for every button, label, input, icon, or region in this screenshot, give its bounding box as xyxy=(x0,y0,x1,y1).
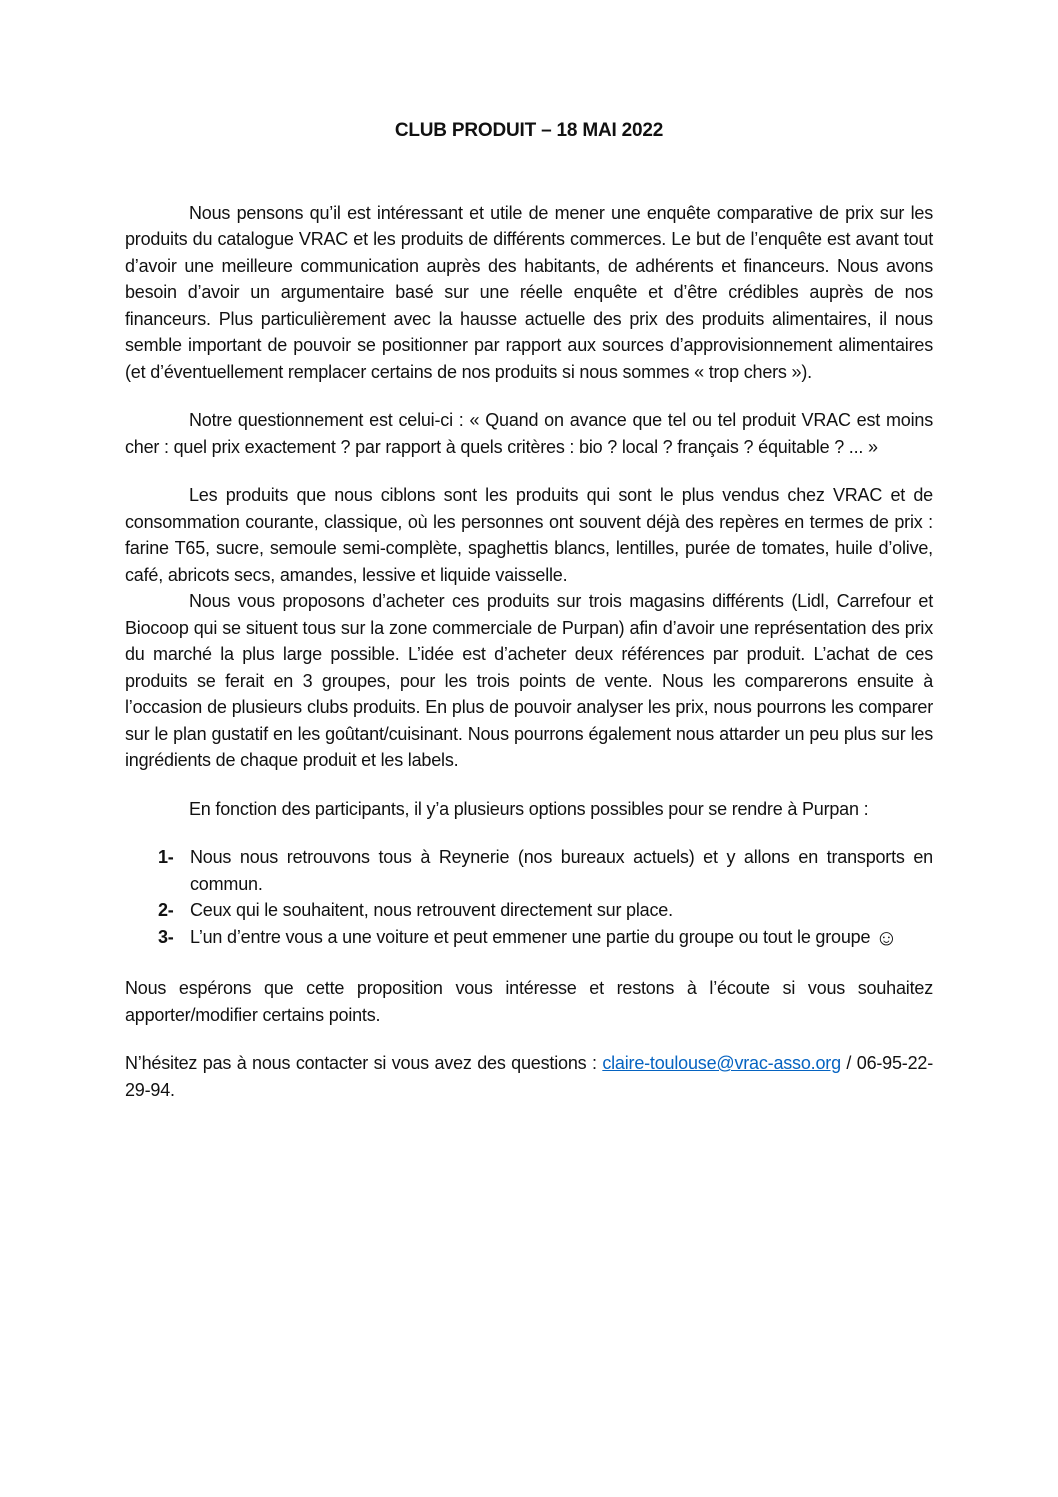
list-item-sur-place xyxy=(125,897,933,924)
list-item-transports xyxy=(125,844,933,897)
list-item-text: Nous nous retrouvons tous à Reynerie (nos bureaux actuels) et y allons en transports en commun. xyxy=(190,847,933,894)
list-marker: 3- xyxy=(158,926,174,947)
document-title: CLUB PRODUIT – 18 MAI 2022 xyxy=(394,120,664,141)
paragraph-options-intro: En fonction des participants, il y’a plusieurs options possibles pour se rendre à Purpan : xyxy=(189,798,869,819)
paragraph-esperons: Nous espérons que cette proposition vous intéresse et restons à l’écoute si vous souhaitez apporter/modifier certains points. xyxy=(125,978,933,1025)
list-item-text-content: L’un d’entre vous a une voiture et peut emmener une partie du groupe ou tout le groupe xyxy=(190,926,876,947)
email-link[interactable]: claire-toulouse@vrac-asso.org xyxy=(602,1053,841,1073)
options-list xyxy=(125,844,933,950)
smiley-icon: ☺ xyxy=(875,924,898,950)
list-item-text xyxy=(190,924,933,951)
paragraph-produits: Les produits que nous ciblons sont les produits qui sont le plus vendus chez VRAC et de consommation courante, classique, où les personnes ont souvent déjà des repères en termes de prix : farine T65, sucre, semoule semi-complète, spaghettis blancs, lentilles, purée de tomates, huile d’olive, café, abricots secs, amandes, lessive et liquide vaisselle. xyxy=(125,485,933,585)
paragraph-intro: Nous pensons qu’il est intéressant et utile de mener une enquête comparative de prix sur les produits du catalogue VRAC et les produits de différents commerces. Le but de l’enquête est avant tout d’avoir une meilleure communication auprès des habitants, de adhérents et financeurs. Nous avons besoin d’avoir un argumentaire basé sur une réelle enquête et d’être crédibles auprès de nos financeurs. Plus particulièrement avec la hausse actuelle des prix des produits alimentaires, il nous semble important de pouvoir se positionner par rapport aux sources d’approvisionnement alimentaires (et d’éventuellement remplacer certains de nos produits si nous sommes « trop chers »). xyxy=(125,202,933,382)
list-marker: 2- xyxy=(158,900,174,920)
contact-text-after: / 06-95-22-29-94. xyxy=(125,1053,934,1100)
paragraph-magasins: Nous vous proposons d’acheter ces produits sur trois magasins différents (Lidl, Carrefour et Biocoop qui se situent tous sur la zone commerciale de Purpan) afin d’avoir une représentation des prix du marché la plus large possible. L’idée est d’acheter deux références par produit. L’achat de ces produits se ferait en 3 groupes, pour les trois points de vente. Nous les comparerons ensuite à l’occasion de plusieurs clubs produits. En plus de pouvoir analyser les prix, nous pourrons les comparer sur le plan gustatif en les goûtant/cuisinant. Nous pourrons également nous attarder un peu plus sur les ingrédients de chaque produit et les labels. xyxy=(125,591,933,770)
list-marker: 1- xyxy=(158,847,174,867)
contact-text-before: N’hésitez pas à nous contacter si vous avez des questions : xyxy=(125,1053,603,1073)
list-item-text: Ceux qui le souhaitent, nous retrouvent directement sur place. xyxy=(190,900,673,920)
list-item-voiture xyxy=(125,924,933,951)
paragraph-questionnement: Notre questionnement est celui-ci : « Quand on avance que tel ou tel produit VRAC est moins cher : quel prix exactement ? par rapport à quels critères : bio ? local ? français ? équitable ? ... » xyxy=(125,410,933,457)
paragraph-contact xyxy=(125,1050,933,1103)
